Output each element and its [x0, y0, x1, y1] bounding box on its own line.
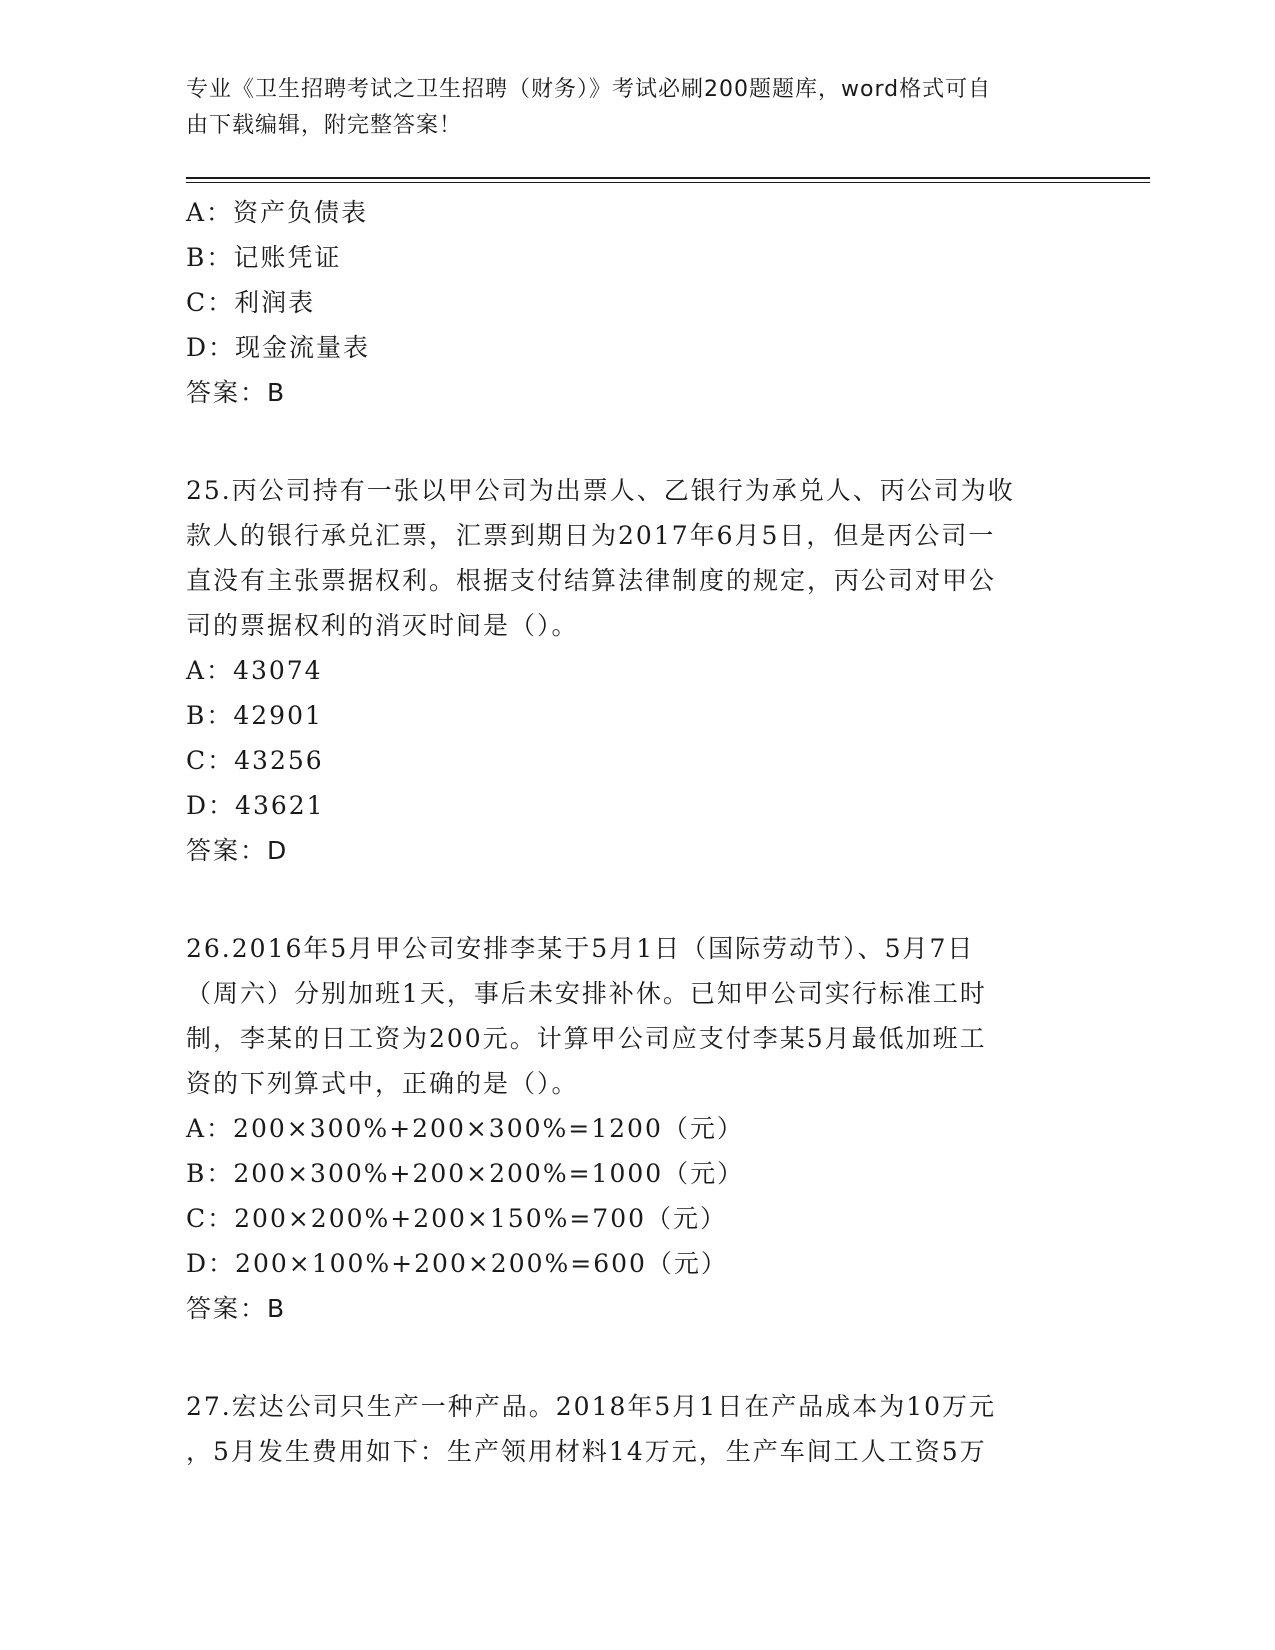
question-text-line: 直没有主张票据权利。根据支付结算法律制度的规定，丙公司对甲公 [186, 566, 997, 595]
option-d: D：200×100%+200×200%=600（元） [186, 1249, 728, 1278]
question-text-line: 27.宏达公司只生产一种产品。2018年5月1日在产品成本为10万元 [186, 1392, 997, 1421]
question-25-block [186, 468, 1066, 873]
question-text-line: 25.丙公司持有一张以甲公司为出票人、乙银行为承兑人、丙公司为收 [186, 476, 1015, 505]
option-b: B：记账凭证 [186, 243, 342, 272]
question-text-line: ，5月发生费用如下：生产领用材料14万元，生产车间工人工资5万 [186, 1437, 987, 1466]
header-divider [186, 177, 1150, 179]
question-text-line: 资的下列算式中，正确的是（）。 [186, 1069, 579, 1098]
answer-line: 答案：D [186, 836, 289, 865]
header-divider-thin [186, 182, 1150, 183]
question-text-line: （周六）分别加班1天，事后未安排补休。已知甲公司实行标准工时 [186, 979, 987, 1008]
option-d: D：43621 [186, 791, 325, 820]
document-header [186, 72, 1066, 144]
question-text-line: 司的票据权利的消灭时间是（）。 [186, 611, 579, 640]
question-26-block [186, 926, 1066, 1331]
header-line-2: 由下载编辑，附完整答案！ [186, 113, 463, 138]
option-c: C：200×200%+200×150%=700（元） [186, 1204, 728, 1233]
option-c: C：43256 [186, 746, 324, 775]
option-a: A：资产负债表 [186, 198, 369, 227]
option-a: A：43074 [186, 656, 323, 685]
answer-line: 答案：B [186, 1294, 287, 1323]
question-24-block [186, 190, 1066, 415]
option-d: D：现金流量表 [186, 333, 371, 362]
header-line-1: 专业《卫生招聘考试之卫生招聘（财务）》考试必刷200题题库，word格式可自 [186, 77, 992, 102]
document-body [186, 190, 1066, 1474]
question-text-line: 款人的银行承兑汇票，汇票到期日为2017年6月5日，但是丙公司一 [186, 521, 996, 550]
option-a: A：200×300%+200×300%=1200（元） [186, 1114, 744, 1143]
option-b: B：200×300%+200×200%=1000（元） [186, 1159, 745, 1188]
option-c: C：利润表 [186, 288, 316, 317]
question-27-block [186, 1384, 1066, 1474]
option-b: B：42901 [186, 701, 323, 730]
answer-line: 答案：B [186, 378, 287, 407]
question-text-line: 制，李某的日工资为200元。计算甲公司应支付李某5月最低加班工 [186, 1024, 987, 1053]
question-text-line: 26.2016年5月甲公司安排李某于5月1日（国际劳动节）、5月7日 [186, 934, 975, 963]
